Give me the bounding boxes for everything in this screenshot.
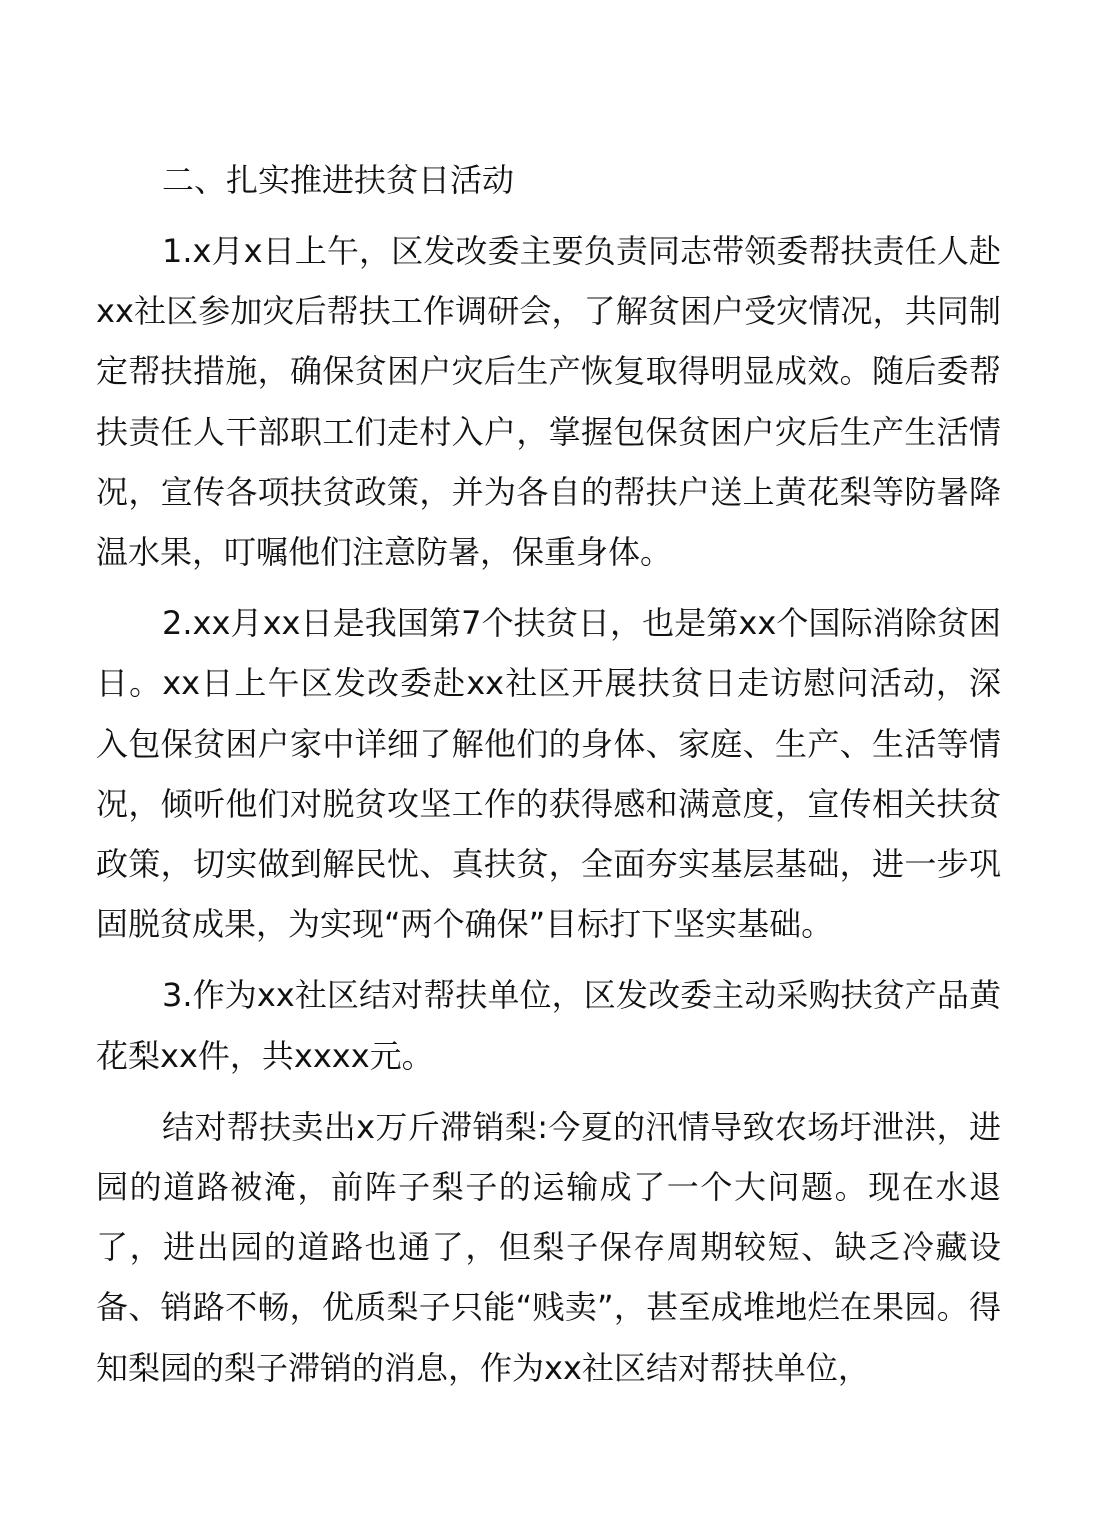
paragraph-1: 1.x月x日上午，区发改委主要负责同志带领委帮扶责任人赴xx社区参加灾后帮扶工作调研会，了解贫困户受灾情况，共同制定帮扶措施，确保贫困户灾后生产恢复取得明显成效。随后委帮扶责任人干部职工们走村入户，掌握包保贫困户灾后生产生活情况，宣传各项扶贫政策，并为各自的帮扶户送上黄花梨等防暑降温水果，叮嘱他们注意防暑，保重身体。 <box>96 232 1001 572</box>
document-body <box>96 150 1001 1398</box>
paragraph-3: 3.作为xx社区结对帮扶单位，区发改委主动采购扶贫产品黄花梨xx件，共xxxx元。 <box>96 976 1001 1075</box>
paragraph-2: 2.xx月xx日是我国第7个扶贫日，也是第xx个国际消除贫困日。xx日上午区发改委赴xx社区开展扶贫日走访慰问活动，深入包保贫困户家中详细了解他们的身体、家庭、生产、生活等情况，倾听他们对脱贫攻坚工作的获得感和满意度，宣传相关扶贫政策，切实做到解民忧、真扶贫，全面夯实基层基础，进一步巩固脱贫成果，为实现“两个确保”目标打下坚实基础。 <box>96 604 1001 944</box>
section-heading: 二、扎实推进扶贫日活动 <box>162 161 515 199</box>
paragraph-4: 结对帮扶卖出x万斤滞销梨:今夏的汛情导致农场圩泄洪，进园的道路被淹，前阵子梨子的运输成了一个大问题。现在水退了，进出园的道路也通了，但梨子保存周期较短、缺乏冷藏设备、销路不畅，优质梨子只能“贱卖”，甚至成堆地烂在果园。得知梨园的梨子滞销的消息，作为xx社区结对帮扶单位， <box>96 1107 1001 1387</box>
